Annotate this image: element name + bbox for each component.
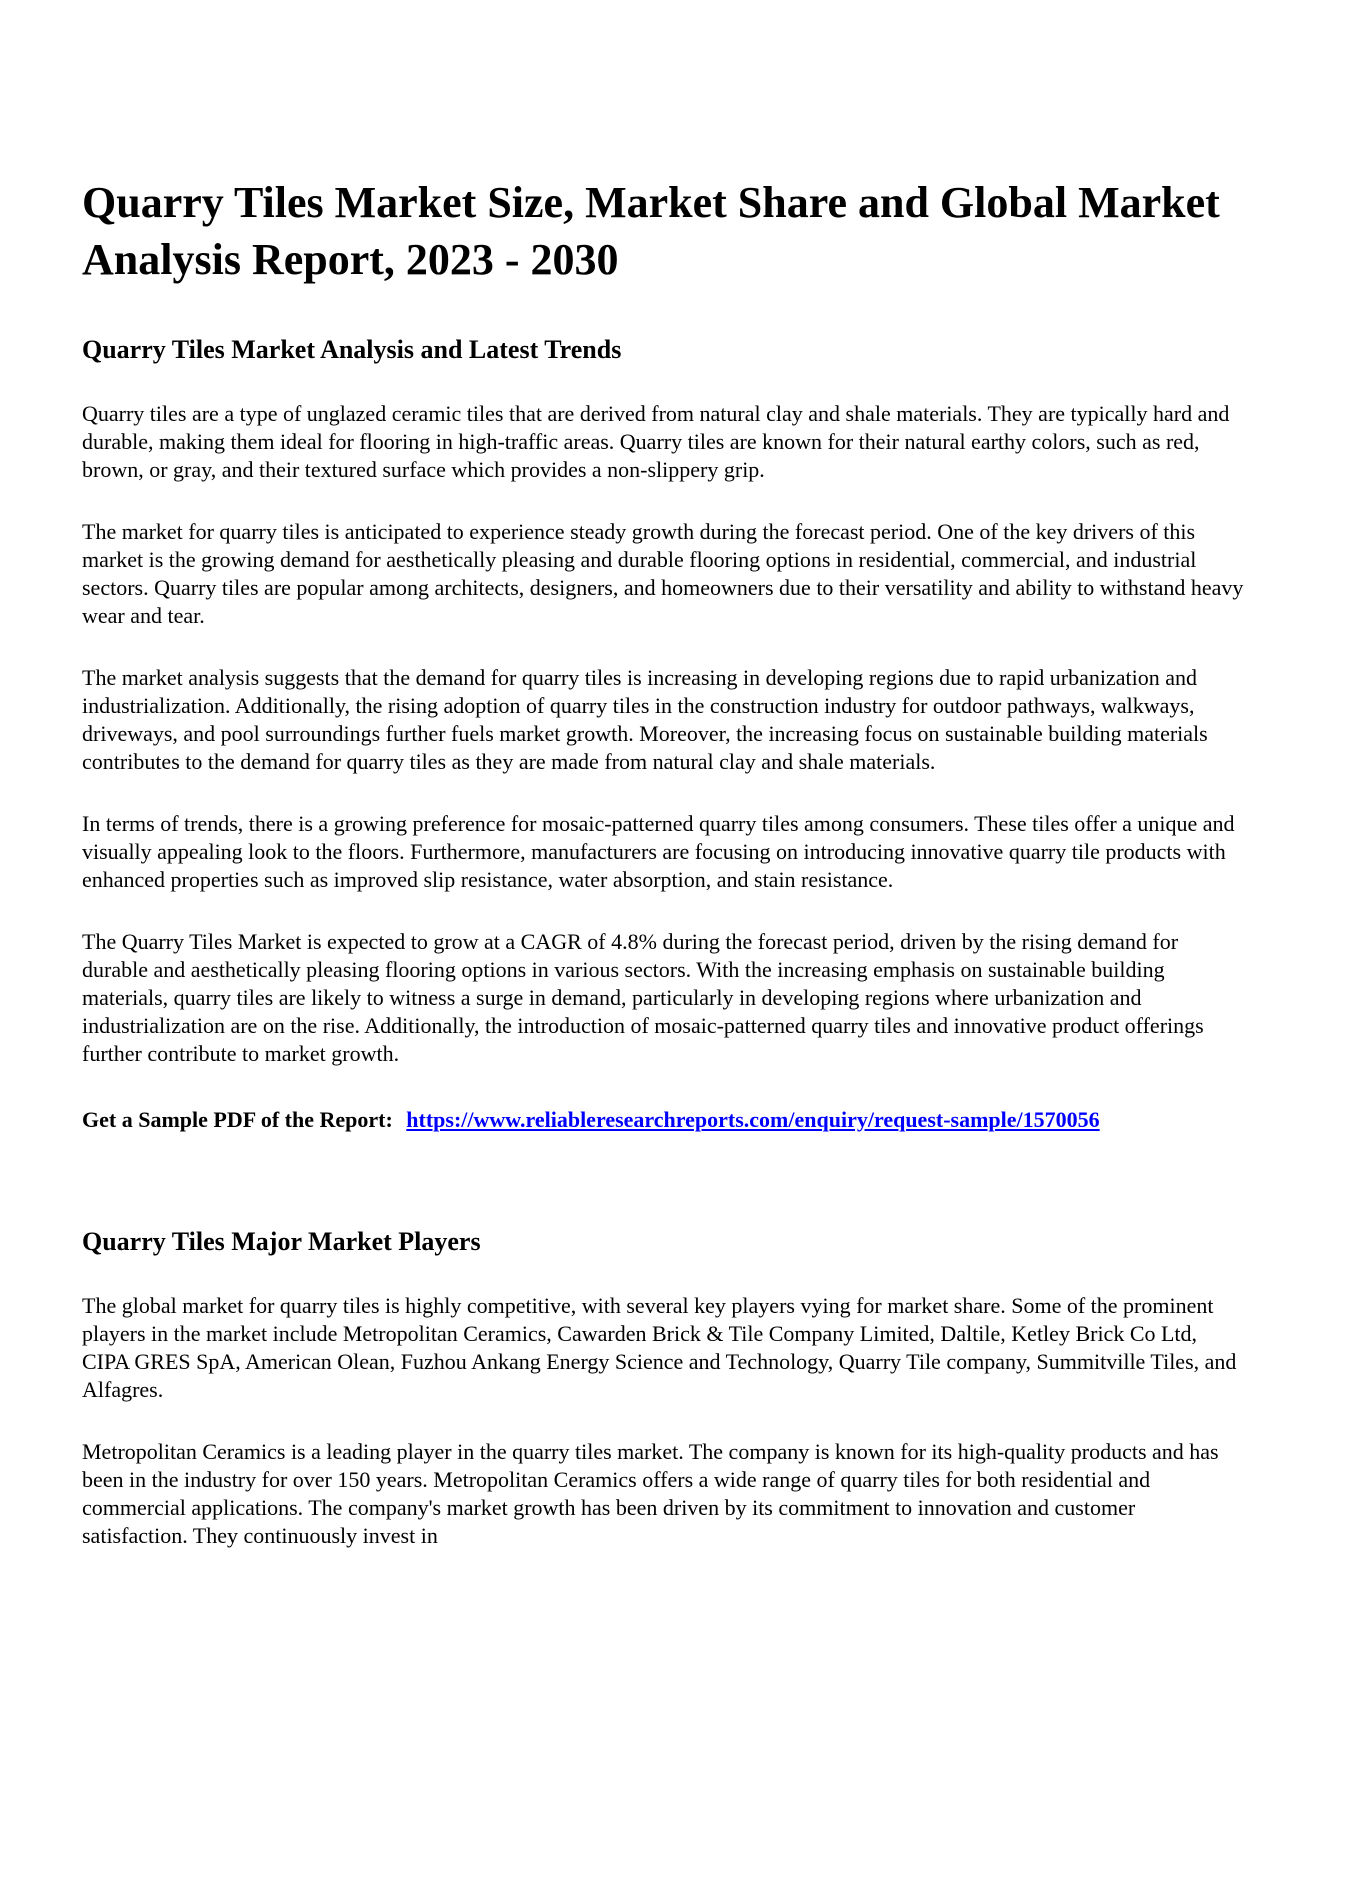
document-title: Quarry Tiles Market Size, Market Share and Global Market Analysis Report, 2023 - 2030: [82, 178, 1220, 284]
sample-request-link[interactable]: https://www.reliableresearchreports.com/enquiry/request-sample/1570056: [406, 1107, 1100, 1132]
paragraph-cagr-forecast: The Quarry Tiles Market is expected to grow at a CAGR of 4.8% during the forecast period, driven by the rising demand for durable and aesthetically pleasing flooring options in various sectors. With the increasing emphasis on sustainable building materials, quarry tiles are likely to witness a surge in demand, particularly in developing regions where urbanization and industrialization are on the rise. Additionally, the introduction of mosaic-patterned quarry tiles and innovative product offerings further contribute to market growth.: [82, 929, 1204, 1066]
document-content: [82, 174, 1245, 1550]
section-heading-market-analysis: Quarry Tiles Market Analysis and Latest Trends: [82, 335, 622, 364]
sample-request-line: [82, 1106, 1245, 1134]
paragraph-metropolitan-ceramics: Metropolitan Ceramics is a leading player in the quarry tiles market. The company is known for its high-quality products and has been in the industry for over 150 years. Metropolitan Ceramics offers a wide range of quarry tiles for both residential and commercial applications. The company's market growth has been driven by its commitment to innovation and customer satisfaction. They continuously invest in: [82, 1439, 1219, 1548]
sample-request-label: Get a Sample PDF of the Report:: [82, 1107, 393, 1132]
paragraph-competitive-landscape: The global market for quarry tiles is highly competitive, with several key players vying for market share. Some of the prominent players in the market include Metropolitan Ceramics, Cawarden Brick & Tile Company Limited, Daltile, Ketley Brick Co Ltd, CIPA GRES SpA, American Olean, Fuzhou Ankang Energy Science and Technology, Quarry Tile company, Summitville Tiles, and Alfagres.: [82, 1293, 1237, 1402]
paragraph-market-analysis-demand: The market analysis suggests that the demand for quarry tiles is increasing in developing regions due to rapid urbanization and industrialization. Additionally, the rising adoption of quarry tiles in the construction industry for outdoor pathways, walkways, driveways, and pool surroundings further fuels market growth. Moreover, the increasing focus on sustainable building materials contributes to the demand for quarry tiles as they are made from natural clay and shale materials.: [82, 665, 1208, 774]
paragraph-quarry-tiles-intro: Quarry tiles are a type of unglazed ceramic tiles that are derived from natural clay and shale materials. They are typically hard and durable, making them ideal for flooring in high-traffic areas. Quarry tiles are known for their natural earthy colors, such as red, brown, or gray, and their textured surface which provides a non-slippery grip.: [82, 401, 1230, 482]
paragraph-trends-mosaic: In terms of trends, there is a growing preference for mosaic-patterned quarry tiles among consumers. These tiles offer a unique and visually appealing look to the floors. Furthermore, manufacturers are focusing on introducing innovative quarry tile products with enhanced properties such as improved slip resistance, water absorption, and stain resistance.: [82, 811, 1235, 892]
section-heading-major-market-players: Quarry Tiles Major Market Players: [82, 1227, 481, 1256]
paragraph-market-growth-drivers: The market for quarry tiles is anticipated to experience steady growth during the forecast period. One of the key drivers of this market is the growing demand for aesthetically pleasing and durable flooring options in residential, commercial, and industrial sectors. Quarry tiles are popular among architects, designers, and homeowners due to their versatility and ability to withstand heavy wear and tear.: [82, 519, 1244, 628]
